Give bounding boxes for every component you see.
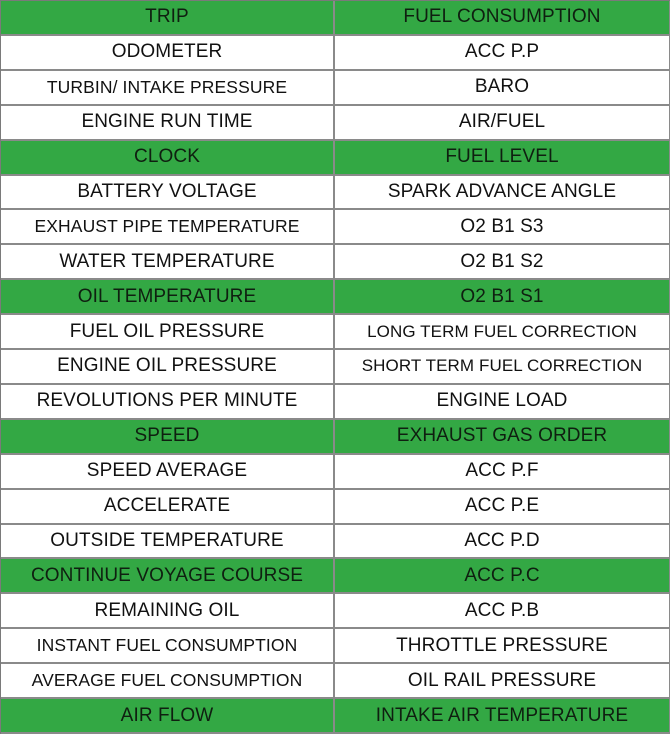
table-cell: OUTSIDE TEMPERATURE <box>1 525 335 560</box>
table-cell: THROTTLE PRESSURE <box>335 629 670 664</box>
table-cell: ACC P.P <box>335 36 670 71</box>
table-cell: AVERAGE FUEL CONSUMPTION <box>1 664 335 699</box>
table-cell: BARO <box>335 71 670 106</box>
table-cell: SPEED AVERAGE <box>1 455 335 490</box>
table-cell: EXHAUST PIPE TEMPERATURE <box>1 210 335 245</box>
table-header-cell: CONTINUE VOYAGE COURSE <box>1 559 335 594</box>
table-cell: ENGINE RUN TIME <box>1 106 335 141</box>
table-cell: ACC P.F <box>335 455 670 490</box>
table-cell: ACC P.D <box>335 525 670 560</box>
table-cell: SHORT TERM FUEL CORRECTION <box>335 350 670 385</box>
table-header-cell: INTAKE AIR TEMPERATURE <box>335 699 670 734</box>
table-cell: O2 B1 S2 <box>335 245 670 280</box>
table-cell: SPARK ADVANCE ANGLE <box>335 176 670 211</box>
table-header-cell: FUEL LEVEL <box>335 141 670 176</box>
table-cell: ACC P.E <box>335 490 670 525</box>
table-cell: REMAINING OIL <box>1 594 335 629</box>
table-cell: ACCELERATE <box>1 490 335 525</box>
table-cell: AIR/FUEL <box>335 106 670 141</box>
table-header-cell: TRIP <box>1 1 335 36</box>
table-cell: FUEL OIL PRESSURE <box>1 315 335 350</box>
table-header-cell: SPEED <box>1 420 335 455</box>
table-cell: ENGINE LOAD <box>335 385 670 420</box>
table-cell: REVOLUTIONS PER MINUTE <box>1 385 335 420</box>
table-cell: INSTANT FUEL CONSUMPTION <box>1 629 335 664</box>
table-header-cell: AIR FLOW <box>1 699 335 734</box>
table-cell: O2 B1 S3 <box>335 210 670 245</box>
table-header-cell: OIL TEMPERATURE <box>1 280 335 315</box>
table-header-cell: O2 B1 S1 <box>335 280 670 315</box>
table-cell: ENGINE OIL PRESSURE <box>1 350 335 385</box>
table-cell: LONG TERM FUEL CORRECTION <box>335 315 670 350</box>
table-header-cell: FUEL CONSUMPTION <box>335 1 670 36</box>
table-header-cell: EXHAUST GAS ORDER <box>335 420 670 455</box>
table-cell: OIL RAIL PRESSURE <box>335 664 670 699</box>
table-header-cell: CLOCK <box>1 141 335 176</box>
table-cell: BATTERY VOLTAGE <box>1 176 335 211</box>
table-cell: ODOMETER <box>1 36 335 71</box>
table-cell: WATER TEMPERATURE <box>1 245 335 280</box>
table-header-cell: ACC P.C <box>335 559 670 594</box>
table-cell: ACC P.B <box>335 594 670 629</box>
table-cell: TURBIN/ INTAKE PRESSURE <box>1 71 335 106</box>
